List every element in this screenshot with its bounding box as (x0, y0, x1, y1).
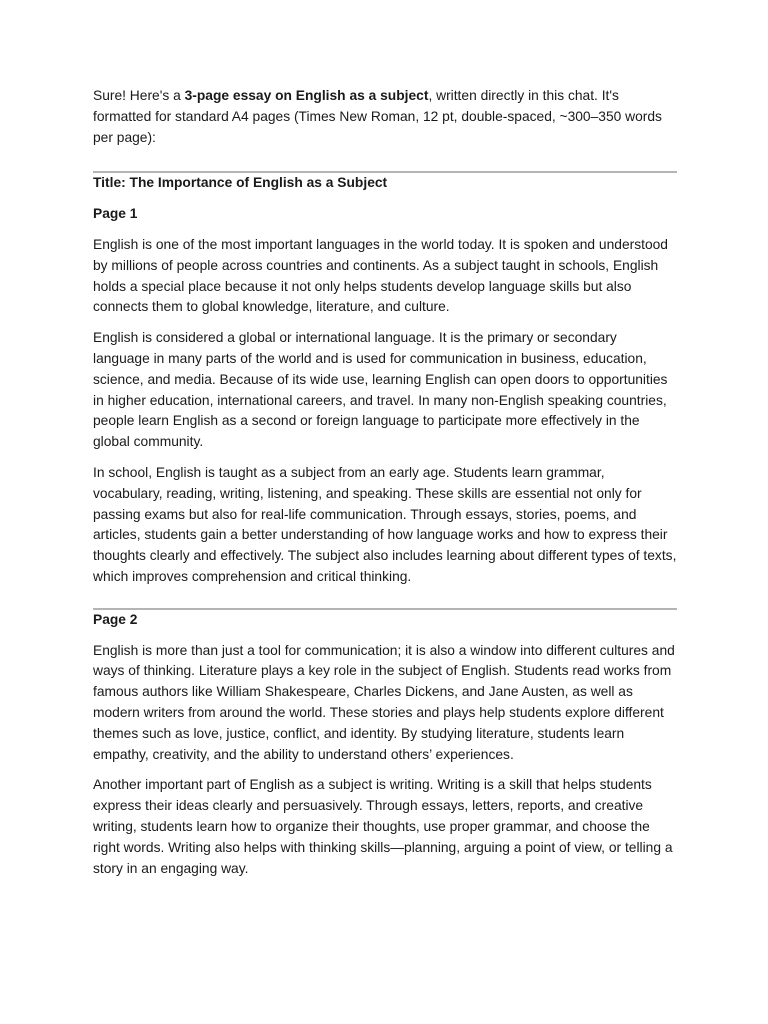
page-1-heading: Page 1 (93, 206, 138, 222)
document-content (93, 86, 677, 889)
essay-title: Title: The Importance of English as a Subject (93, 175, 388, 191)
page-1-paragraph-3: In school, English is taught as a subject from an early age. Students learn grammar, vocabulary, reading, writing, listening, and speaking. These skills are essential not only for passing exams but also for real-life communication. Through essays, stories, poems, and articles, students gain a better understanding of how language works and how to express their thoughts clearly and effectively. The subject also includes learning about different types of texts, which improves comprehension and critical thinking. (93, 464, 677, 584)
intro-paragraph (93, 86, 677, 148)
page-2-paragraph-2: Another important part of English as a subject is writing. Writing is a skill that helps students express their ideas clearly and persuasively. Through essays, letters, reports, and creative writing, students learn how to organize their thoughts, use proper grammar, and choose the right words. Writing also helps with thinking skills—planning, arguing a point of view, or telling a story in an engaging way. (93, 777, 673, 876)
intro-prefix: Sure! Here's a (93, 88, 185, 103)
intro-bold-text: 3-page essay on English as a subject (184, 88, 429, 103)
page-1-paragraph-1: English is one of the most important languages in the world today. It is spoken and understood by millions of people across countries and continents. As a subject taught in schools, English holds a special place because it not only helps students develop language skills but also connects them to global knowledge, literature, and culture. (93, 236, 668, 315)
page-2-paragraph-1: English is more than just a tool for communication; it is also a window into different cultures and ways of thinking. Literature plays a key role in the subject of English. Students read works from famous authors like William Shakespeare, Charles Dickens, and Jane Austen, as well as modern writers from around the world. These stories and plays help students explore different themes such as love, justice, conflict, and identity. By studying literature, students learn empathy, creativity, and the ability to understand others’ experiences. (93, 642, 675, 762)
page-2-heading: Page 2 (93, 611, 138, 627)
page-1-paragraph-2: English is considered a global or international language. It is the primary or secondary language in many parts of the world and is used for communication in business, education, science, and media. Because of its wide use, learning English can open doors to opportunities in higher education, international careers, and travel. In many non-English speaking countries, people learn English as a second or foreign language to participate more effectively in the global community. (93, 330, 668, 450)
intro-suffix: , written directly in this chat. It's formatted for standard A4 pages (Times New Roman, 12 pt, double-spaced, ~300–350 words per page): (93, 88, 662, 145)
